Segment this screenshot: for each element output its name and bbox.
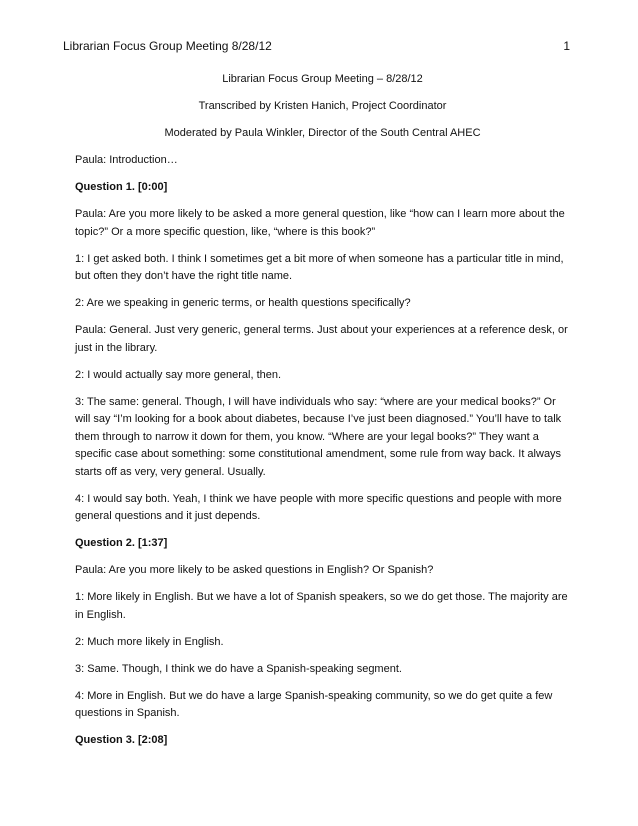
paragraph: 2: Are we speaking in generic terms, or health questions specifically? [75,297,411,309]
paragraph: 3: The same: general. Though, I will have individuals who say: “where are your medical books?” Or will say “I’m looking for a book about diabetes, because I’ve just been diagnosed.” You’ll have to talk them through to narrow it down for them, you know. “Where are your legal books?” They want a specific case about something: some constitutional amendment, some rule from way back. It always starts off as very, very general. Usually. [75,395,562,478]
paragraph: Paula: General. Just very generic, general terms. Just about your experiences at a reference desk, or just in the library. [75,324,568,354]
paragraph: 3: Same. Though, I think we do have a Spanish-speaking segment. [75,662,402,675]
paragraph: 4: More in English. But we do have a large Spanish-speaking community, so we do get quite a few questions in Spanish. [75,689,553,719]
document-title: Librarian Focus Group Meeting – 8/28/12 [222,73,423,85]
paragraph: 4: I would say both. Yeah, I think we have people with more specific questions and people with more general questions and it just depends. [75,492,562,522]
page-header [63,38,570,54]
moderator-line: Moderated by Paula Winkler, Director of the South Central AHEC [164,127,481,139]
paragraph: 1: More likely in English. But we have a lot of Spanish speakers, so we do get those. The majority are in English. [75,591,568,621]
paragraph: 2: I would actually say more general, then. [75,368,282,381]
header-title: Librarian Focus Group Meeting 8/28/12 [63,39,272,53]
paragraph: Paula: Are you more likely to be asked a more general question, like “how can I learn more about the topic?” Or a more specific question, like, “where is this book?” [75,208,565,238]
paragraph: 1: I get asked both. I think I sometimes get a bit more of when someone has a particular title in mind, but often they don’t have the right title name. [75,252,564,282]
paragraph-intro: Paula: Introduction… [75,154,178,166]
question-heading-1: Question 1. [0:00] [75,181,168,193]
document-body [75,71,570,759]
paragraph: Paula: Are you more likely to be asked questions in English? Or Spanish? [75,564,434,576]
paragraph: 2: Much more likely in English. [75,635,224,648]
page-number: 1 [563,39,570,53]
question-heading-2: Question 2. [1:37] [75,537,168,549]
transcriber-line: Transcribed by Kristen Hanich, Project Coordinator [198,100,447,112]
question-heading-3: Question 3. [2:08] [75,734,168,746]
